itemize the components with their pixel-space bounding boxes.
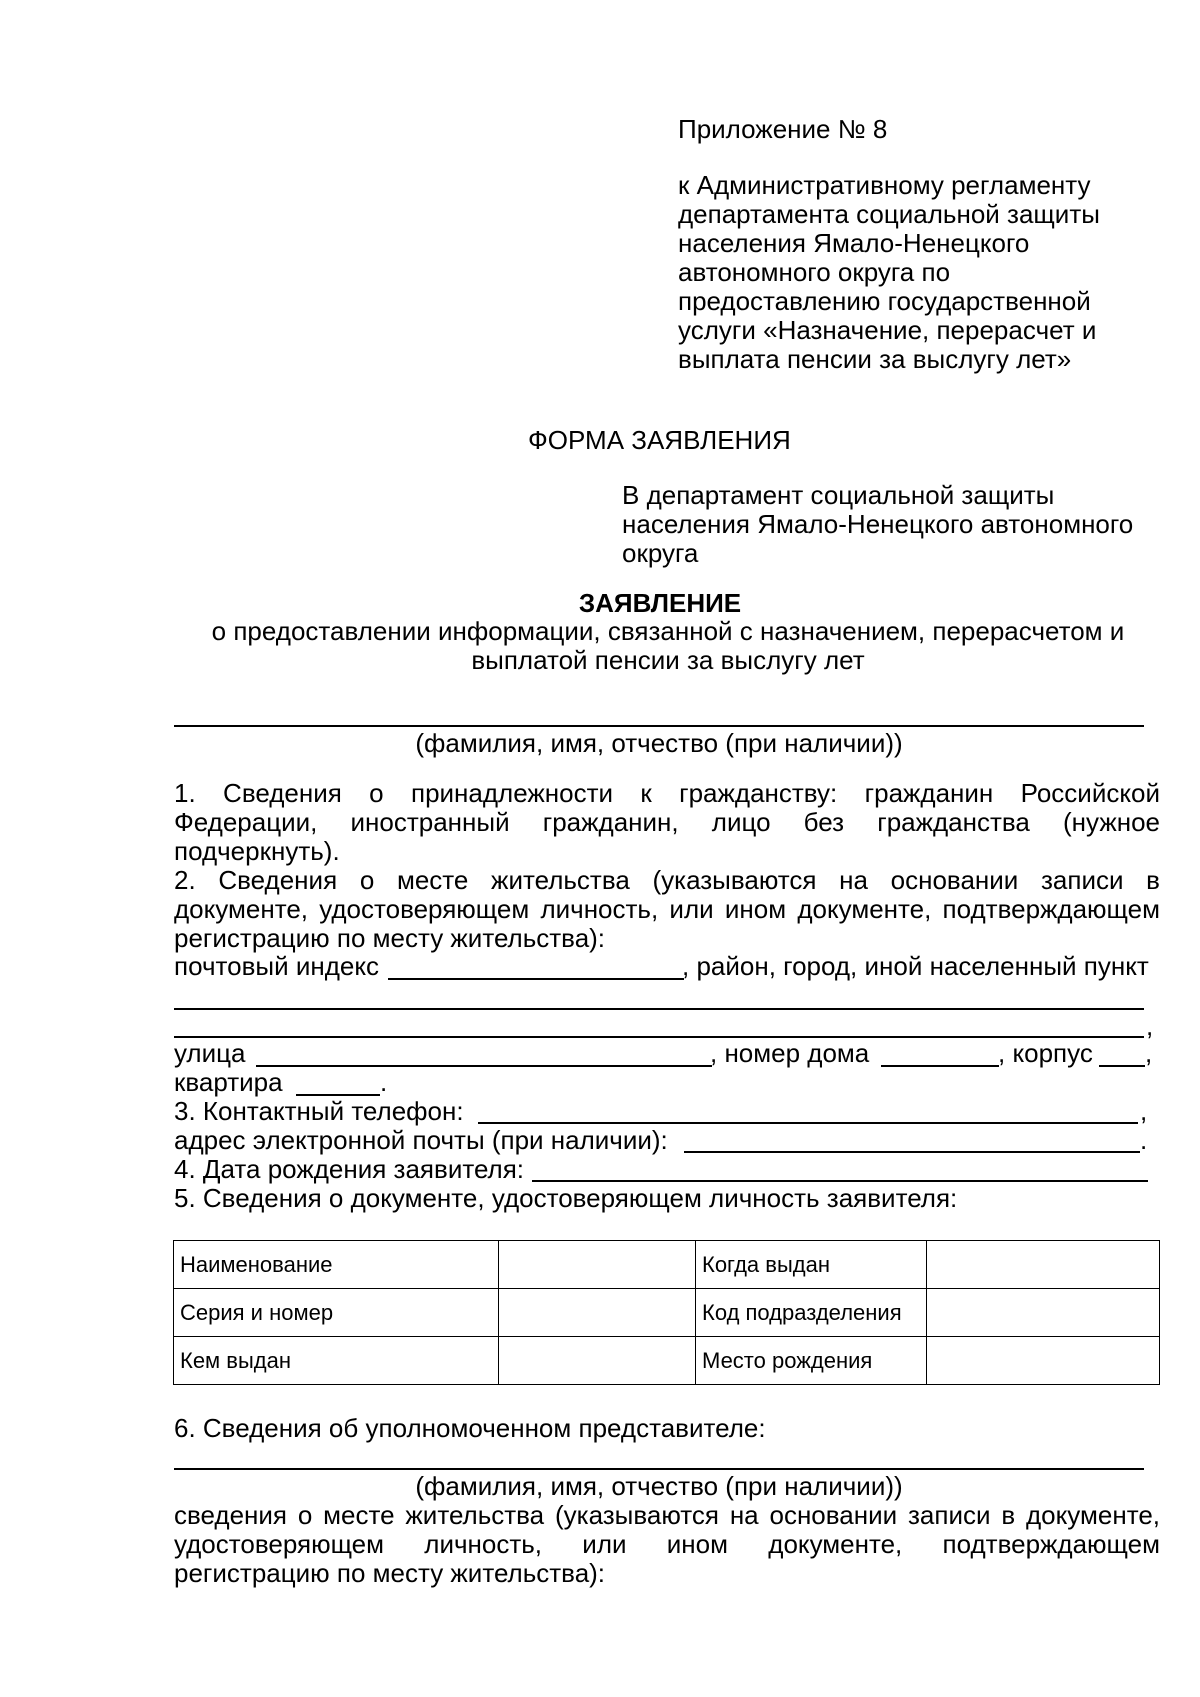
table-cell-label: Когда выдан bbox=[696, 1241, 927, 1289]
birth-date-field[interactable] bbox=[532, 1180, 1148, 1182]
applicant-fio-caption: (фамилия, имя, отчество (при наличии)) bbox=[415, 728, 903, 758]
table-cell-label: Место рождения bbox=[696, 1337, 927, 1385]
apartment-label: квартира bbox=[174, 1067, 283, 1097]
table-cell-value[interactable] bbox=[499, 1289, 696, 1337]
building-comma: , bbox=[1145, 1038, 1153, 1068]
table-cell-value[interactable] bbox=[927, 1337, 1160, 1385]
house-label: , номер дома bbox=[710, 1038, 870, 1068]
section-line: сведения о месте жительства (указываются на основании записи в документе, bbox=[174, 1500, 1160, 1530]
appendix-line: услуги «Назначение, перерасчет и bbox=[678, 315, 1097, 345]
table-cell-value[interactable] bbox=[927, 1289, 1160, 1337]
email-label: адрес электронной почты (при наличии): bbox=[174, 1125, 668, 1155]
representative-fio-line[interactable] bbox=[174, 1468, 1144, 1470]
section-line: подчеркнуть). bbox=[174, 836, 340, 866]
section-line: регистрацию по месту жительства): bbox=[174, 1558, 606, 1588]
appendix-reference bbox=[678, 171, 1118, 374]
representative-fio-caption: (фамилия, имя, отчество (при наличии)) bbox=[415, 1471, 903, 1501]
table-row bbox=[174, 1289, 1160, 1337]
locality-field[interactable] bbox=[174, 1008, 1144, 1010]
section-line: 2. Сведения о месте жительства (указываются на основании записи в bbox=[174, 865, 1160, 895]
street-label: улица bbox=[174, 1038, 246, 1068]
id-document-label: 5. Сведения о документе, удостоверяющем личность заявителя: bbox=[174, 1183, 958, 1213]
section-residence bbox=[174, 866, 1160, 953]
street-field[interactable] bbox=[256, 1065, 712, 1067]
table-cell-value[interactable] bbox=[499, 1241, 696, 1289]
section-line: документе, удостоверяющем личность, или ином документе, подтверждающем bbox=[174, 894, 1160, 924]
appendix-line: населения Ямало-Ненецкого bbox=[678, 228, 1030, 258]
section-line: удостоверяющем личность, или ином документе, подтверждающем bbox=[174, 1529, 1160, 1559]
appendix-line: к Административному регламенту bbox=[678, 170, 1091, 200]
appendix-line: автономного округа по bbox=[678, 257, 951, 287]
locality-comma: , bbox=[1146, 1011, 1154, 1041]
section-line: Федерации, иностранный гражданин, лицо без гражданства (нужное bbox=[174, 807, 1160, 837]
addressee-line: населения Ямало-Ненецкого автономного bbox=[622, 509, 1134, 539]
birth-date-label: 4. Дата рождения заявителя: bbox=[174, 1154, 525, 1184]
table-cell-label: Кем выдан bbox=[174, 1337, 499, 1385]
appendix-number: Приложение № 8 bbox=[678, 114, 888, 144]
postal-index-field[interactable] bbox=[388, 978, 684, 980]
appendix-line: предоставлению государственной bbox=[678, 286, 1091, 316]
representative-residence bbox=[174, 1501, 1160, 1588]
subtitle-line: о предоставлении информации, связанной с назначением, перерасчетом и bbox=[211, 616, 1125, 646]
table-cell-value[interactable] bbox=[499, 1337, 696, 1385]
building-field[interactable] bbox=[1099, 1065, 1145, 1067]
section-line: 1. Сведения о принадлежности к гражданству: гражданин Российской bbox=[174, 778, 1160, 808]
subtitle-line: выплатой пенсии за выслугу лет bbox=[471, 645, 865, 675]
appendix-line: выплата пенсии за выслугу лет» bbox=[678, 344, 1072, 374]
building-label: , корпус bbox=[998, 1038, 1093, 1068]
locality-label: , район, город, иной населенный пункт bbox=[682, 951, 1149, 981]
email-period: . bbox=[1140, 1125, 1148, 1155]
table-cell-label: Серия и номер bbox=[174, 1289, 499, 1337]
document-title: ЗАЯВЛЕНИЕ bbox=[578, 588, 742, 618]
form-caption: ФОРМА ЗАЯВЛЕНИЯ bbox=[528, 425, 791, 455]
phone-field[interactable] bbox=[478, 1122, 1138, 1124]
document-subtitle bbox=[174, 617, 1162, 675]
addressee bbox=[622, 481, 1162, 568]
section-line: регистрацию по месту жительства): bbox=[174, 923, 606, 953]
id-document-table bbox=[173, 1240, 1160, 1385]
postal-index-label: почтовый индекс bbox=[174, 951, 380, 981]
phone-comma: , bbox=[1140, 1096, 1148, 1126]
email-field[interactable] bbox=[684, 1151, 1140, 1153]
addressee-line: округа bbox=[622, 538, 699, 568]
house-field[interactable] bbox=[881, 1065, 999, 1067]
apartment-period: . bbox=[380, 1067, 388, 1097]
section-citizenship bbox=[174, 779, 1160, 866]
appendix-line: департамента социальной защиты bbox=[678, 199, 1100, 229]
table-cell-label: Наименование bbox=[174, 1241, 499, 1289]
table-row bbox=[174, 1241, 1160, 1289]
phone-label: 3. Контактный телефон: bbox=[174, 1096, 464, 1126]
representative-label: 6. Сведения об уполномоченном представителе: bbox=[174, 1413, 766, 1443]
addressee-line: В департамент социальной защиты bbox=[622, 480, 1055, 510]
table-cell-value[interactable] bbox=[927, 1241, 1160, 1289]
table-row bbox=[174, 1337, 1160, 1385]
applicant-fio-line[interactable] bbox=[174, 725, 1144, 727]
table-cell-label: Код подразделения bbox=[696, 1289, 927, 1337]
